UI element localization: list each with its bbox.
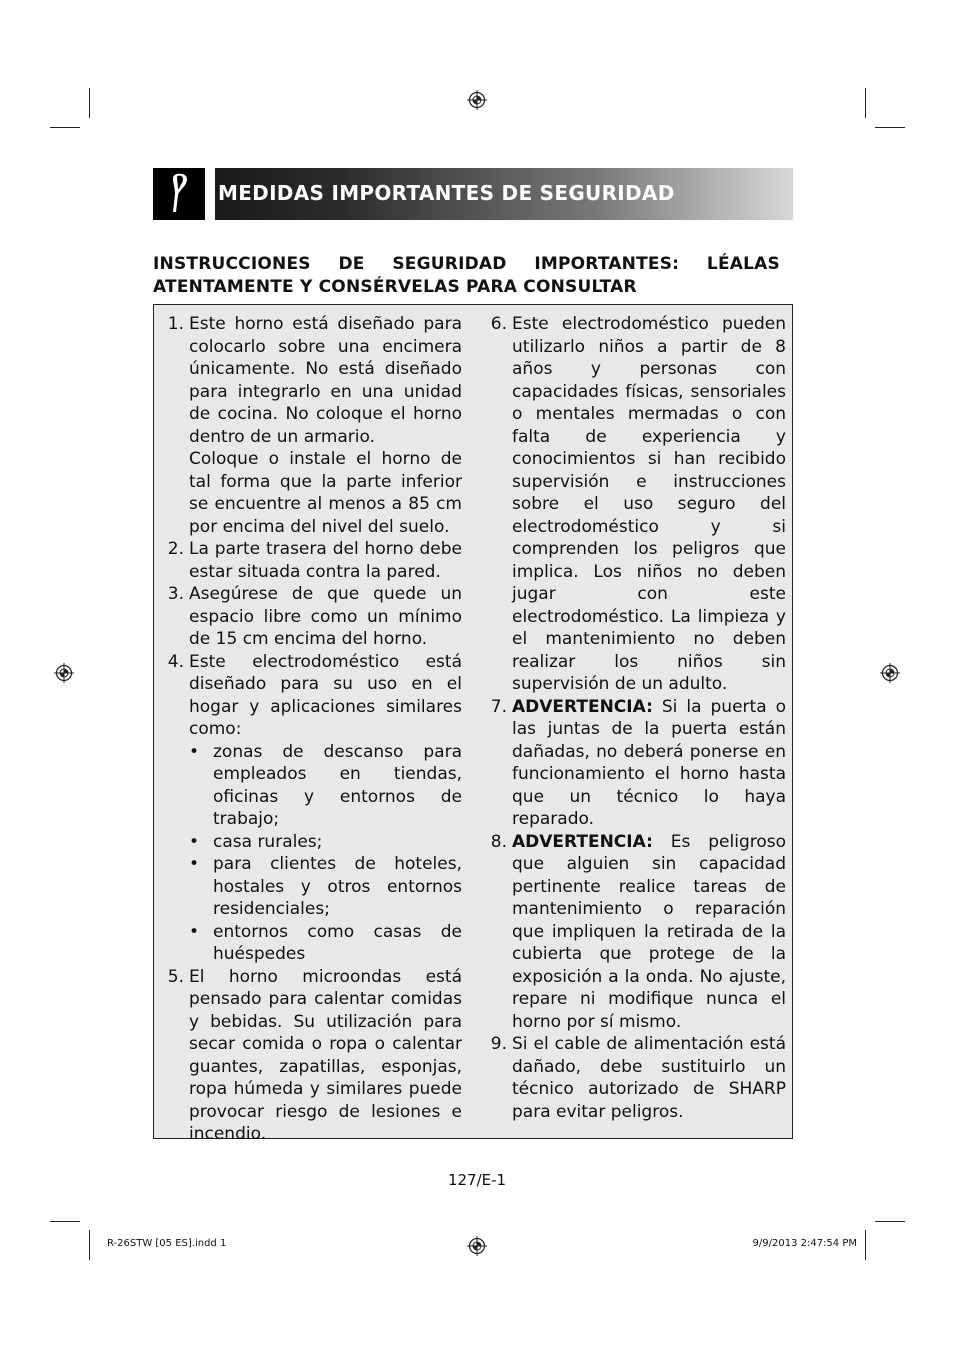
item-number: 1. xyxy=(167,314,184,334)
bullet-text: para clientes de hoteles, hostales y otros entornos residenciales; xyxy=(213,854,462,919)
bullet-item xyxy=(189,831,462,854)
heading-line-2: ATENTAMENTE Y CONSÉRVELAS PARA CONSULTAR xyxy=(153,277,637,297)
item-number: 3. xyxy=(167,584,184,604)
item-number: 7. xyxy=(490,696,507,717)
instructions-heading xyxy=(153,253,780,299)
item-text: Asegúrese de que quede un espacio libre como un mínimo de 15 cm encima del horno. xyxy=(189,584,462,649)
section-title: MEDIDAS IMPORTANTES DE SEGURIDAD xyxy=(218,181,675,205)
registration-mark-icon xyxy=(467,90,487,110)
page-number: 127/E-1 xyxy=(447,1171,507,1189)
heading-word: IMPORTANTES: xyxy=(534,254,680,274)
crop-mark xyxy=(875,1221,905,1222)
crop-mark xyxy=(50,1221,80,1222)
item-text: Este electrodoméstico está diseñado para su uso en el hogar y aplicaciones similares como: xyxy=(189,651,462,739)
list-item xyxy=(483,831,786,1034)
bullet-icon: • xyxy=(189,831,200,852)
list-item xyxy=(483,313,786,696)
item-number: 9. xyxy=(490,1034,507,1054)
bullet-icon: • xyxy=(189,921,200,942)
bullet-icon: • xyxy=(189,854,200,874)
bullet-item xyxy=(189,853,462,921)
crop-mark xyxy=(875,127,905,128)
header-separator xyxy=(205,168,215,220)
crop-mark xyxy=(50,127,80,128)
list-item xyxy=(160,966,462,1146)
warning-hand-icon xyxy=(153,168,205,220)
list-item xyxy=(483,696,786,831)
left-column xyxy=(160,313,462,1146)
bullet-text: zonas de descanso para empleados en tiendas, oficinas y entornos de trabajo; xyxy=(213,741,462,829)
item-number: 5. xyxy=(167,966,184,987)
warning-text: Si la puerta o las juntas de la puerta están dañadas, no deberá ponerse en funcionamiento el horno hasta que un técnico lo haya reparado. xyxy=(512,696,786,829)
heading-word: DE xyxy=(338,254,365,274)
item-number: 4. xyxy=(167,651,184,672)
instructions-box xyxy=(153,304,793,1144)
list-item xyxy=(160,538,462,583)
list-item xyxy=(160,583,462,651)
footer-datetime: 9/9/2013 2:47:54 PM xyxy=(752,1238,857,1249)
heading-word: INSTRUCCIONES xyxy=(153,254,311,274)
warning-label: ADVERTENCIA: xyxy=(512,831,653,852)
item-text xyxy=(512,831,786,1034)
registration-mark-icon xyxy=(467,1236,487,1256)
heading-word: SEGURIDAD xyxy=(392,254,507,274)
item-number: 8. xyxy=(490,831,507,852)
item-text: La parte trasera del horno debe estar situada contra la pared. xyxy=(189,539,462,582)
bullet-icon: • xyxy=(189,741,200,762)
list-item xyxy=(160,313,462,538)
bullet-text: casa rurales; xyxy=(213,831,323,852)
warning-text: Es peligroso que alguien sin capacidad pertinente realice tareas de mantenimiento o reparación que impliquen la retirada de la cubierta que protege de la exposición a la onda. No ajuste, repare ni modifique nunca el horno por sí mismo. xyxy=(512,831,787,1032)
heading-line-1 xyxy=(153,253,780,276)
section-header xyxy=(153,168,793,220)
right-column xyxy=(483,313,786,1123)
item-text: Este horno está diseñado para colocarlo sobre una encimera únicamente. No está diseñado para integrarlo en una unidad de cocina. No coloque el horno dentro de un armario. xyxy=(189,314,462,447)
item-number: 6. xyxy=(490,314,507,334)
item-number: 2. xyxy=(167,539,184,559)
bullet-text: entornos como casas de huéspedes xyxy=(213,921,462,964)
warning-label: ADVERTENCIA: xyxy=(512,696,653,717)
registration-mark-icon xyxy=(54,663,74,683)
list-item xyxy=(483,1033,786,1123)
item-text: Este electrodoméstico pueden utilizarlo niños a partir de 8 años y personas con capacidades físicas, sensoriales o mentales mermadas o con falta de experiencia y conocimientos si han recibido supervisión e instrucciones sobre el uso seguro del electrodoméstico y si comprenden los peligros que implica. Los niños no deben jugar con este electrodoméstico. La limpieza y el mantenimiento no deben realizar los niños sin supervisión de un adulto. xyxy=(512,314,786,694)
item-text: Si el cable de alimentación está dañado, debe sustituirlo un técnico autorizado de SHARP para evitar peligros. xyxy=(512,1034,786,1122)
footer-filename: R-26STW [05 ES].indd 1 xyxy=(107,1238,227,1249)
item-text: El horno microondas está pensado para calentar comidas y bebidas. Su utilización para secar comida o ropa o calentar guantes, zapatillas, esponjas, ropa húmeda y similares puede provocar riesgo de lesiones e incendio. xyxy=(189,966,462,1144)
registration-mark-icon xyxy=(880,663,900,683)
bullet-item xyxy=(189,741,462,831)
bullet-item xyxy=(189,921,462,966)
heading-word: LÉALAS xyxy=(706,254,780,274)
crop-mark xyxy=(89,88,90,118)
crop-mark xyxy=(89,1230,90,1260)
crop-mark xyxy=(865,88,866,118)
item-text: Coloque o instale el horno de tal forma que la parte inferior se encuentre al menos a 85 cm por encima del nivel del suelo. xyxy=(189,449,462,537)
crop-mark xyxy=(865,1230,866,1260)
item-text xyxy=(512,696,786,831)
list-item xyxy=(160,651,462,966)
